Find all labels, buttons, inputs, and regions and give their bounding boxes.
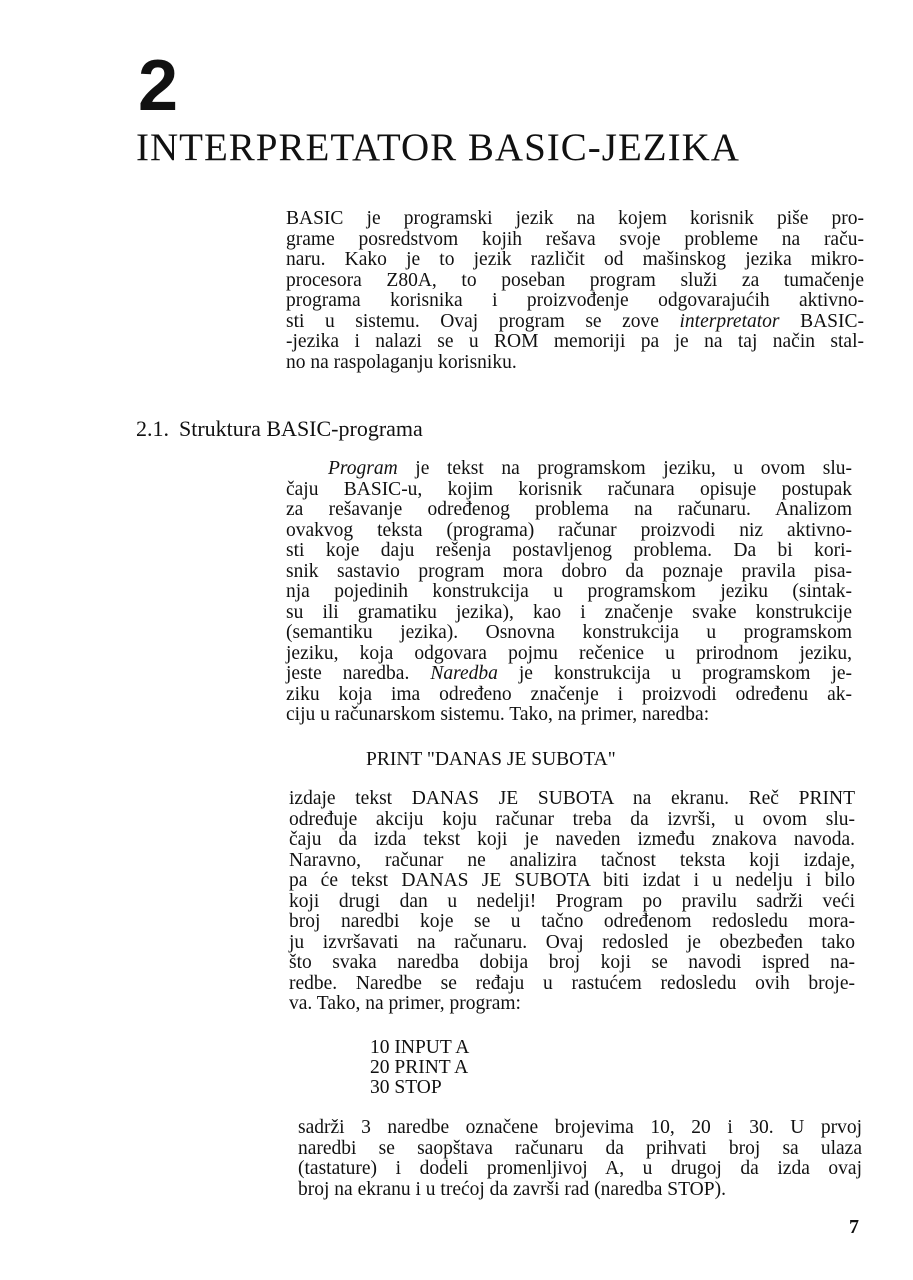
- text-line: no na raspolaganju korisniku.: [286, 351, 517, 373]
- body-paragraph-1: [286, 459, 852, 726]
- text-line: za rešavanje određenog problema na računaru. Analizom: [286, 499, 852, 520]
- text-line: ziku koja ima određeno značenje i proizvodi određenu ak-: [286, 683, 852, 705]
- text-fragment: je tekst na programskom jeziku, u ovom slu-: [415, 458, 853, 479]
- text-line: jeziku, koja odgovara pojmu rečenice u prirodnom jeziku,: [286, 642, 852, 664]
- text-line: naredbi se saopštava računaru da prihvati broj sa ulaza: [298, 1137, 862, 1159]
- text-line: ovakvog teksta (programa) računar proizvodi niz aktivno-: [286, 519, 852, 541]
- text-fragment: je konstrukcija u programskom je-: [518, 663, 853, 684]
- text-fragment: jeste naredba.: [286, 663, 410, 684]
- example-program: [370, 1038, 469, 1098]
- text-line: (semantiku jezika). Osnovna konstrukcija u programskom: [286, 622, 852, 643]
- text-line: snik sastavio program mora dobro da poznaje pravila pisa-: [286, 560, 852, 582]
- page-number: 7: [849, 1216, 859, 1238]
- text-line: [286, 312, 864, 333]
- body-paragraph-3: [298, 1118, 862, 1200]
- emphasized-term: Program: [328, 458, 398, 479]
- text-line: broj na ekranu i u trećoj da završi rad (naredba STOP).: [298, 1178, 726, 1200]
- section-title: Struktura BASIC-programa: [179, 416, 423, 441]
- text-line: grame posredstvom kojih rešava svoje probleme na raču-: [286, 228, 864, 250]
- emphasized-term: Naredba: [430, 663, 498, 684]
- text-line: BASIC je programski jezik na kojem korisnik piše pro-: [286, 208, 864, 229]
- text-fragment: sti u sistemu. Ovaj program se zove: [286, 310, 659, 332]
- text-line: -jezika i nalazi se u ROM memoriji pa je na taj način stal-: [286, 331, 864, 352]
- chapter-number: 2: [138, 46, 179, 126]
- text-line: sadrži 3 naredbe označene brojevima 10, 20 i 30. U prvoj: [298, 1117, 862, 1138]
- text-line: pa će tekst DANAS JE SUBOTA biti izdat i u nedelju i bilo: [289, 870, 855, 891]
- code-line: 10 INPUT A: [370, 1037, 470, 1058]
- text-line: čaju da izda tekst koji je naveden između znakova navoda.: [289, 829, 855, 850]
- text-line: ciju u računarskom sistemu. Tako, na primer, naredba:: [286, 704, 710, 725]
- text-line: čaju BASIC-u, kojim korisnik računara opisuje postupak: [286, 478, 852, 500]
- text-line: (tastature) i dodeli promenljivoj A, u drugoj da izda ovaj: [298, 1158, 862, 1179]
- text-line: su ili gramatiku jezika), kao i značenje svake konstrukcije: [286, 601, 852, 623]
- emphasized-term: interpretator: [679, 310, 780, 332]
- chapter-title: INTERPRETATOR BASIC-JEZIKA: [136, 126, 740, 169]
- text-line: procesora Z80A, to poseban program služi za tumačenje: [286, 269, 864, 291]
- text-line: ju izvršavati na računaru. Ovaj redosled je obezbeđen tako: [289, 931, 855, 953]
- text-line: programa korisnika i proizvođenje odgovarajućih aktivno-: [286, 290, 864, 311]
- text-line: naru. Kako je to jezik različit od mašinskog jezika mikro-: [286, 249, 864, 270]
- text-line: broj naredbi koje se u tačno određenom redosledu mora-: [289, 911, 855, 932]
- text-line: što svaka naredba dobija broj koji se navodi ispred na-: [289, 952, 855, 973]
- text-line: nja pojedinih konstrukcija u programskom jeziku (sintak-: [286, 581, 852, 602]
- code-line: 30 STOP: [370, 1077, 442, 1098]
- section-number: 2.1.: [136, 416, 169, 441]
- text-line: redbe. Naredbe se ređaju u rastućem redosledu ovih broje-: [289, 972, 855, 994]
- text-line: Naravno, računar ne analizira tačnost teksta koji izdaje,: [289, 849, 855, 871]
- text-line: [286, 664, 852, 685]
- text-line: koji drugi dan u nedelji! Program po pravilu sadrži veći: [289, 890, 855, 912]
- text-line: [286, 459, 852, 480]
- text-line: određuje akciju koju računar treba da izvrši, u ovom slu-: [289, 808, 855, 830]
- text-line: izdaje tekst DANAS JE SUBOTA na ekranu. Reč PRINT: [289, 788, 855, 809]
- body-paragraph-2: [289, 789, 855, 1015]
- code-line: 20 PRINT A: [370, 1057, 469, 1078]
- section-heading: [136, 418, 423, 440]
- text-fragment: BASIC-: [800, 310, 864, 332]
- text-line: sti koje daju rešenja postavljenog problema. Da bi kori-: [286, 540, 852, 561]
- example-statement: PRINT "DANAS JE SUBOTA": [366, 749, 616, 770]
- intro-paragraph: [286, 209, 864, 373]
- text-line: va. Tako, na primer, program:: [289, 993, 521, 1014]
